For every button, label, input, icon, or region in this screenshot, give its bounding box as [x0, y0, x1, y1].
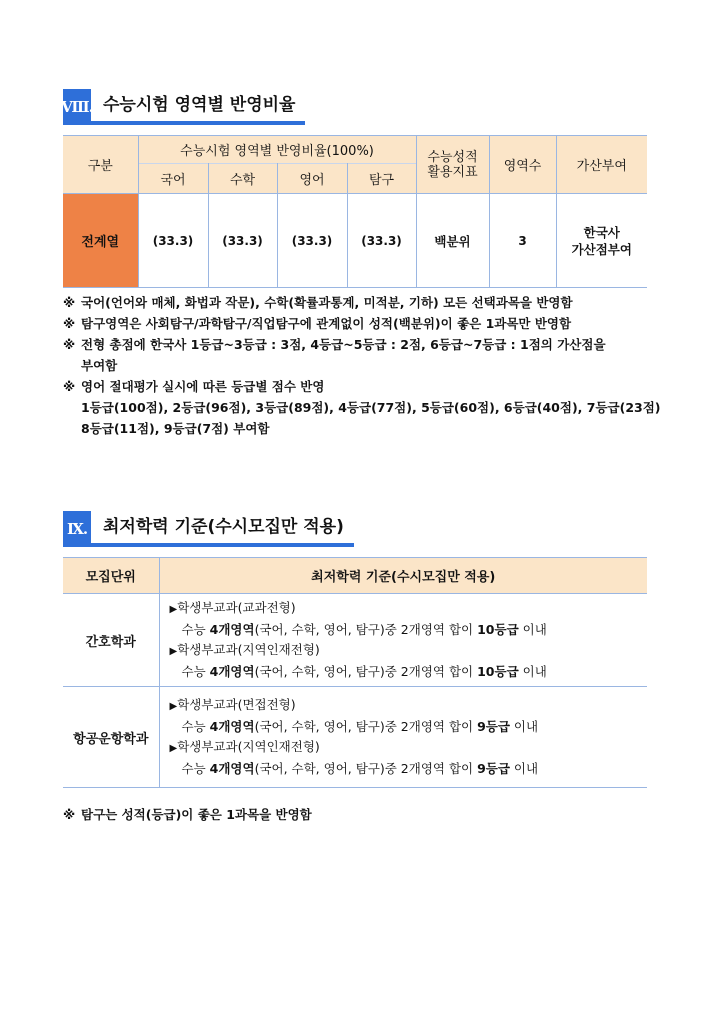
criteria-text: 수능: [181, 664, 210, 679]
criteria-bold: 4개영역: [209, 719, 255, 734]
section8-underline: [91, 121, 305, 125]
criteria-cell: [159, 594, 647, 687]
note-mark: ※: [63, 807, 76, 822]
track-label: 학생부교과(지역인재전형): [177, 739, 320, 754]
score-index-cell: 백분위: [416, 194, 489, 288]
track-line: [170, 640, 648, 662]
subject-header: 탐구: [347, 164, 416, 194]
note-line: 1등급(100점), 2등급(96점), 3등급(89점), 4등급(77점), 5등급(60점), 6등급(40점), 7등급(23점): [81, 400, 661, 415]
note-line: 탐구영역은 사회탐구/과학탐구/직업탐구에 관계없이 성적(백분위)이 좋은 1과목만 반영함: [81, 316, 572, 331]
note-line: 8등급(11점), 9등급(7점) 부여함: [81, 421, 270, 436]
section8-heading: [63, 89, 305, 125]
section8-notes: [63, 292, 663, 439]
subject-header: 국어: [138, 164, 208, 194]
criteria-line: [170, 662, 648, 682]
ratio-value-cell: (33.3): [347, 194, 416, 288]
track-label: 학생부교과(면접전형): [177, 697, 296, 712]
bonus-cell: 한국사 가산점부여: [556, 194, 647, 288]
note-item: [63, 804, 663, 825]
criteria-bold: 4개영역: [209, 761, 255, 776]
criteria-text: (국어, 수학, 영어, 탐구)중 2개영역 합이: [254, 664, 478, 679]
col-ratio-header: 수능시험 영역별 반영비율(100%): [138, 136, 416, 164]
subject-header: 수학: [208, 164, 277, 194]
note-item: [63, 334, 663, 376]
note-line: 국어(언어와 매체, 화법과 작문), 수학(확률과통계, 미적분, 기하) 모든 선택과목을 반영함: [81, 295, 573, 310]
criteria-text: (국어, 수학, 영어, 탐구)중 2개영역 합이: [254, 761, 478, 776]
section9-underline: [91, 543, 354, 547]
criteria-line: [170, 759, 648, 779]
note-mark: ※: [63, 316, 76, 331]
unit-cell: 간호학과: [63, 594, 159, 687]
col-score-index-header: 수능성적 활용지표: [416, 136, 489, 194]
col-criteria-header: 최저학력 기준(수시모집만 적용): [159, 558, 647, 594]
note-mark: ※: [63, 379, 76, 394]
note-mark: ※: [63, 295, 76, 310]
criteria-line: [170, 620, 648, 640]
criteria-text: 수능: [181, 719, 210, 734]
section9-heading: [63, 511, 354, 547]
bullet-triangle-icon: ▶: [169, 743, 178, 754]
ratio-value-cell: (33.3): [138, 194, 208, 288]
area-count-cell: 3: [489, 194, 556, 288]
criteria-bold: 10등급: [477, 622, 519, 637]
ratio-value-cell: (33.3): [208, 194, 277, 288]
criteria-text: 이내: [518, 622, 547, 637]
row-category-cell: 전계열: [63, 194, 138, 288]
criteria-text: 이내: [518, 664, 547, 679]
note-line: 탐구는 성적(등급)이 좋은 1과목을 반영함: [81, 807, 312, 822]
note-item: [63, 292, 663, 313]
track-line: [170, 695, 648, 717]
criteria-bold: 9등급: [477, 719, 510, 734]
criteria-text: 이내: [509, 719, 539, 734]
note-line: 영어 절대평가 실시에 따른 등급별 점수 반영: [81, 379, 325, 394]
track-label: 학생부교과(교과전형): [177, 600, 296, 615]
note-line: 부여함: [81, 358, 118, 373]
criteria-bold: 9등급: [477, 761, 510, 776]
ratio-table: [63, 135, 647, 288]
section9-title: 최저학력 기준(수시모집만 적용): [103, 517, 344, 537]
bullet-triangle-icon: ▶: [169, 604, 178, 615]
col-bonus-header: 가산부여: [556, 136, 647, 194]
criteria-text: (국어, 수학, 영어, 탐구)중 2개영역 합이: [254, 622, 478, 637]
col-unit-header: 모집단위: [63, 558, 159, 594]
track-line: [170, 598, 648, 620]
track-line: [170, 737, 648, 759]
ratio-value-cell: (33.3): [277, 194, 347, 288]
section8-title: 수능시험 영역별 반영비율: [103, 95, 296, 115]
col-category-header: 구분: [63, 136, 138, 194]
section9-notes: [63, 804, 663, 825]
criteria-bold: 10등급: [477, 664, 519, 679]
criteria-bold: 4개영역: [209, 664, 255, 679]
note-item: [63, 376, 663, 439]
criteria-text: 이내: [509, 761, 539, 776]
note-item: [63, 313, 663, 334]
criteria-bold: 4개영역: [209, 622, 255, 637]
section9-number: Ⅸ.: [63, 511, 91, 547]
note-mark: ※: [63, 337, 76, 352]
unit-cell: 항공운항학과: [63, 687, 159, 788]
criteria-line: [170, 717, 648, 737]
bullet-triangle-icon: ▶: [169, 701, 178, 712]
section8-number: Ⅷ.: [63, 89, 91, 125]
criteria-text: 수능: [181, 622, 210, 637]
criteria-text: 수능: [181, 761, 210, 776]
subject-header: 영어: [277, 164, 347, 194]
criteria-text: (국어, 수학, 영어, 탐구)중 2개영역 합이: [254, 719, 478, 734]
note-line: 전형 총점에 한국사 1등급~3등급 : 3점, 4등급~5등급 : 2점, 6등급~7등급 : 1점의 가산점을: [81, 337, 606, 352]
minimum-criteria-table: [63, 557, 647, 788]
criteria-cell: [159, 687, 647, 788]
track-label: 학생부교과(지역인재전형): [177, 642, 320, 657]
bullet-triangle-icon: ▶: [169, 646, 178, 657]
col-area-count-header: 영역수: [489, 136, 556, 194]
